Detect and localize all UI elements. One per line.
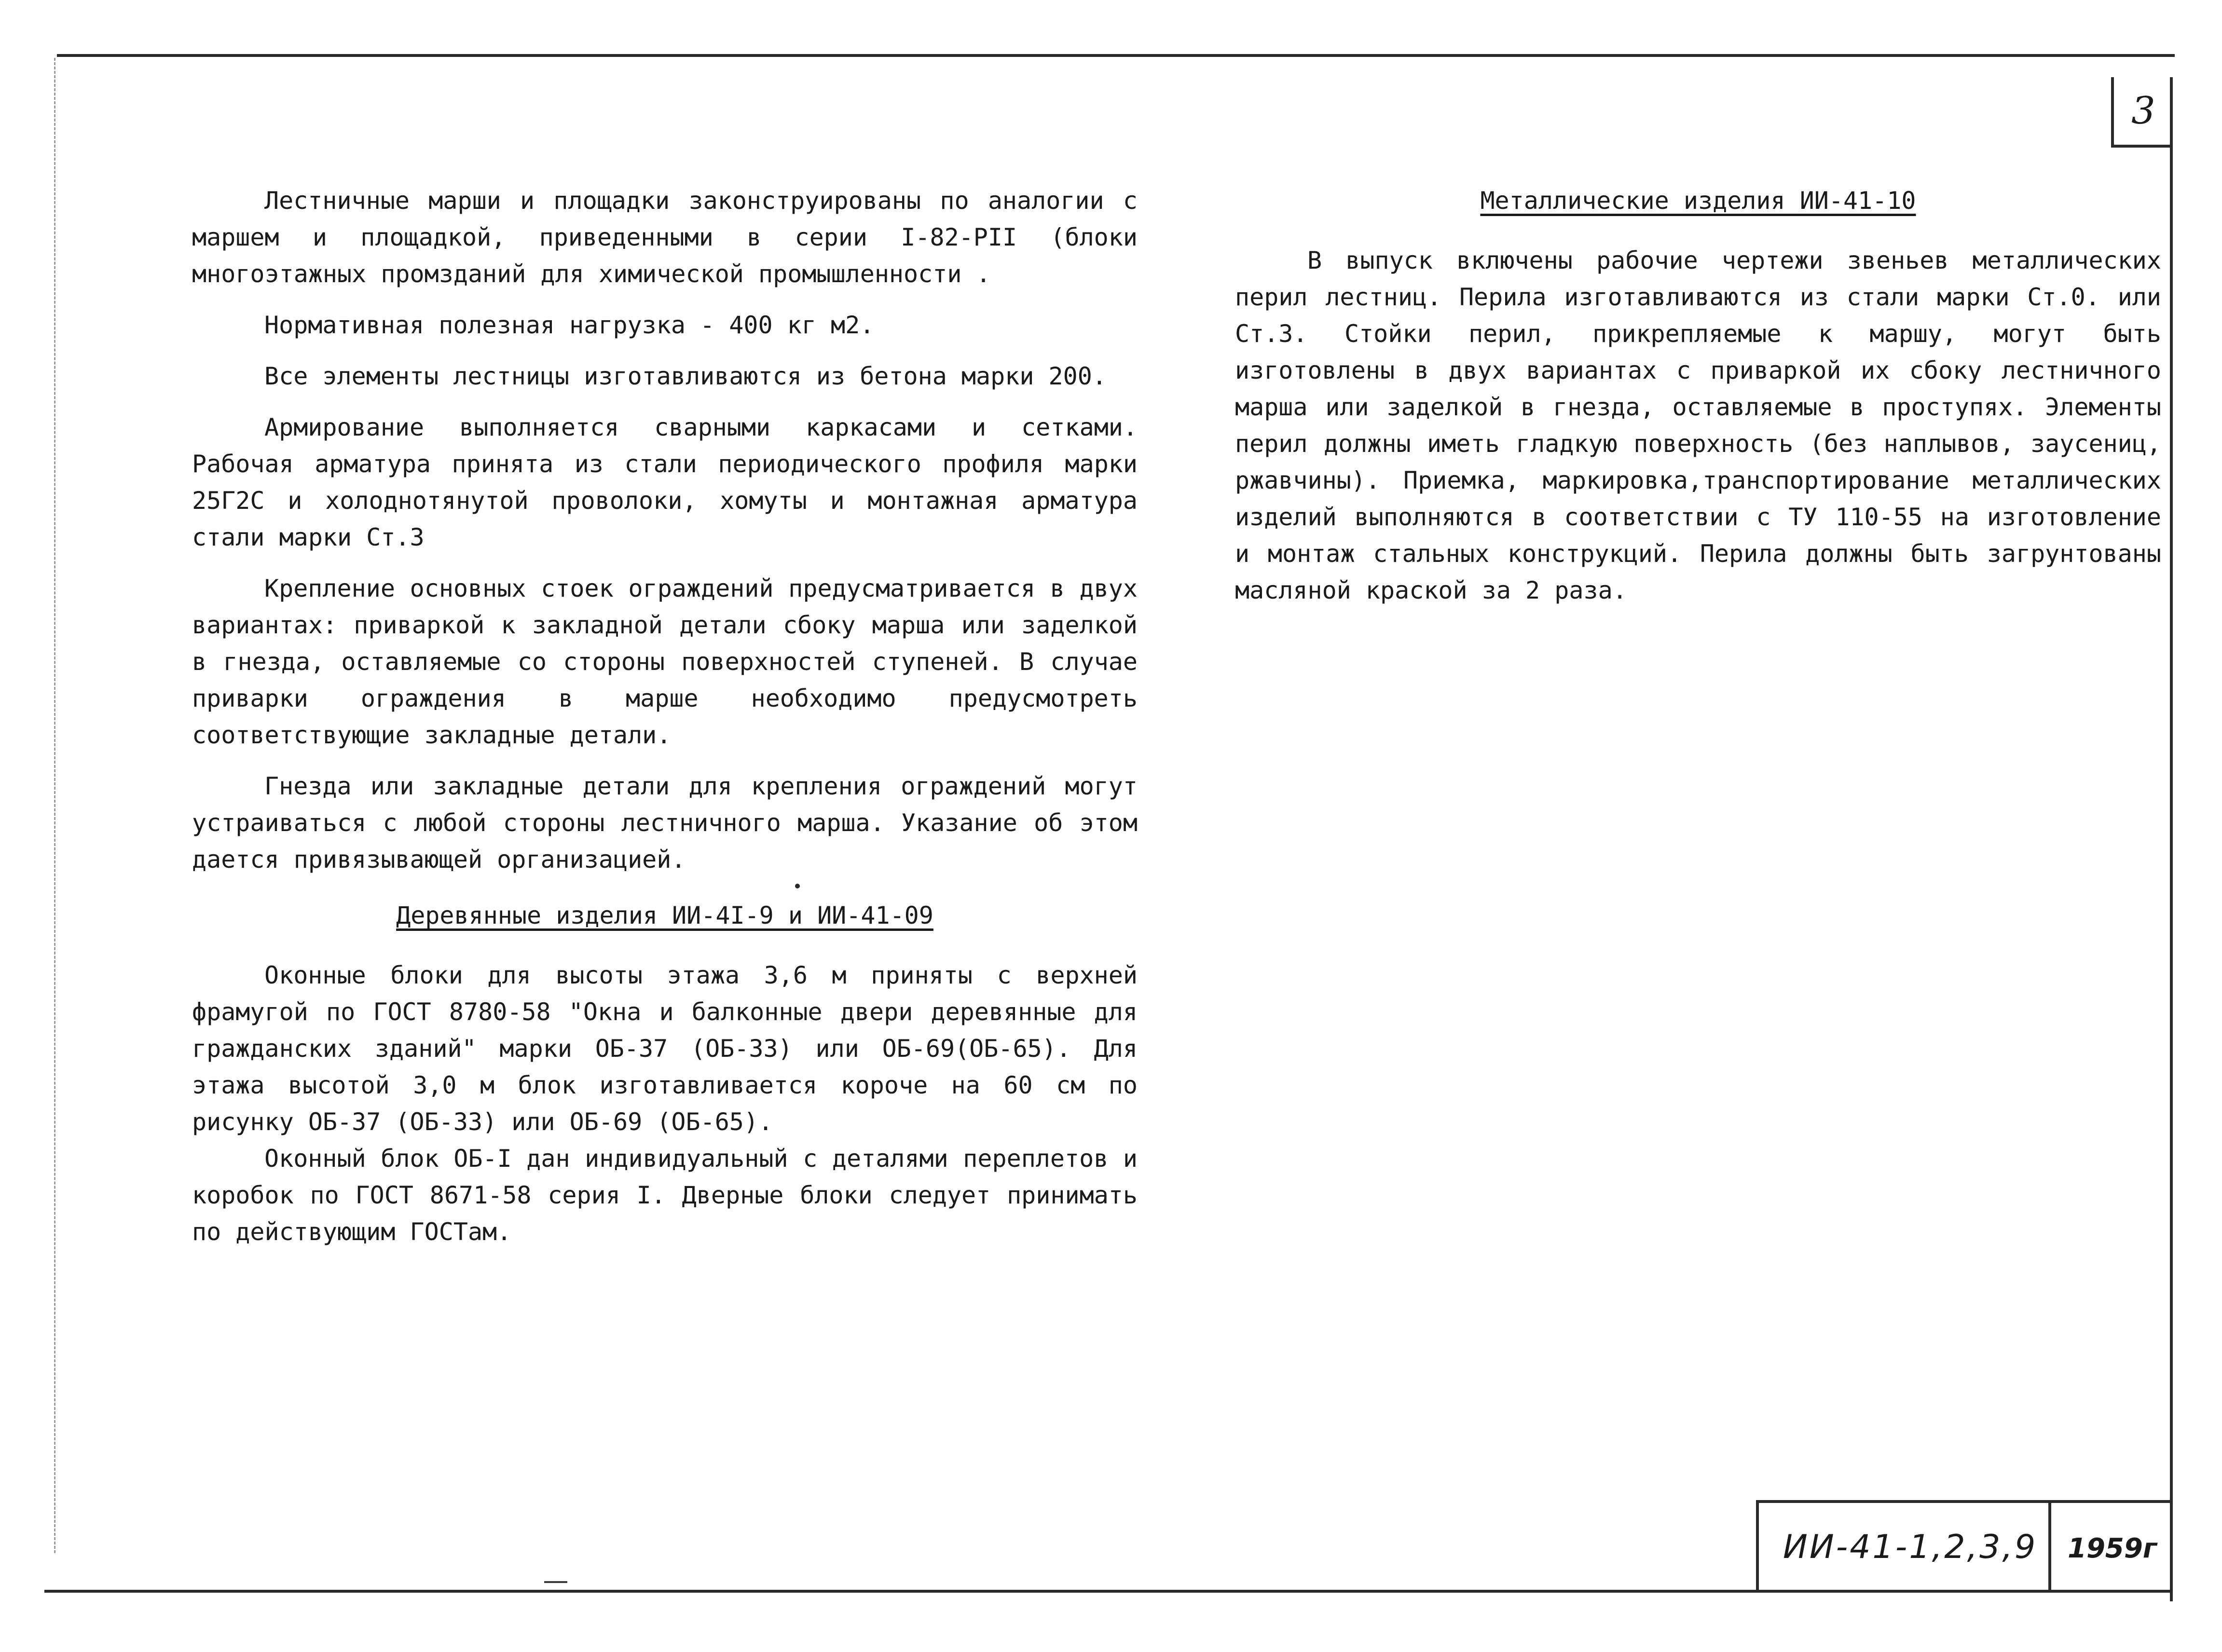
paragraph: В выпуск включены рабочие чертежи звеньев металлических перил лестниц. Перила изготавливаются из стали марки Ст.0. или Ст.3. Стойки перил, прикрепляемые к маршу, могут быть изготовлены в двух вариантах с приваркой их сбоку лестничного марша или заделкой в гнезда, оставляемые в проступях. Элементы перил должны иметь гладкую поверхность (без наплывов, заусениц, ржавчины). Приемка, маркировка,транспортирование металлических изделий выполняются в соответствии с ТУ 110-55 на изготовление и монтаж стальных конструкций. Перила должны быть загрунтованы масляной краской за 2 раза. [1235, 246, 2161, 604]
frame-right-line [2170, 77, 2173, 1601]
section-heading-wood: Деревянные изделия ИИ-4I-9 и ИИ-41-09 [396, 901, 933, 929]
title-stamp [1756, 1500, 2173, 1593]
paragraph: Гнезда или закладные детали для крепления ограждений могут устраиваться с любой стороны лестничного марша. Указание об этом дается привязывающей организацией. [192, 772, 1138, 874]
frame-top-line [57, 54, 2175, 57]
paragraph: Армирование выполняется сварными каркасами и сетками. Рабочая арматура принята из стали периодического профиля марки 25Г2С и холоднотянутой проволоки, хомуты и монтажная арматура стали марки Ст.3 [192, 413, 1138, 551]
page-number-box [2111, 77, 2173, 148]
paragraph: Оконный блок ОБ-I дан индивидуальный с деталями переплетов и коробок по ГОСТ 8671-58 серия I. Дверные блоки следует принимать по действующим ГОСТам. [192, 1145, 1138, 1246]
paragraph: Нормативная полезная нагрузка - 400 кг м2. [264, 311, 875, 339]
paragraph: Лестничные марши и площадки законструированы по аналогии с маршем и площадкой, приведенными в серии I-82-PII (блоки многоэтажных промзданий для химической промышленности . [192, 187, 1138, 288]
paragraph: Крепление основных стоек ограждений предусматривается в двух вариантах: приваркой к закладной детали сбоку марша или заделкой в гнезда, оставляемые со стороны поверхностей ступеней. В случае приварки ограждения в марше необходимо предусмотреть соответствующие закладные детали. [192, 574, 1138, 749]
ink-dot [795, 884, 800, 888]
page-number: 3 [2131, 89, 2155, 133]
paragraph: Все элементы лестницы изготавливаются из бетона марки 200. [264, 362, 1107, 390]
stamp-code: ИИ-41-1,2,3,9 [1783, 1528, 2038, 1566]
paragraph: Оконные блоки для высоты этажа 3,6 м приняты с верхней фрамугой по ГОСТ 8780-58 "Окна и балконные двери деревянные для гражданских зданий" марки ОБ-37 (ОБ-33) или ОБ-69(ОБ-65). Для этажа высотой 3,0 м блок изготавливается короче на 60 см по рисунку ОБ-37 (ОБ-33) или ОБ-69 (ОБ-65). [192, 961, 1138, 1136]
left-column [192, 182, 1138, 1265]
stamp-divider [2048, 1503, 2051, 1593]
stamp-year: 1959г [2068, 1533, 2157, 1564]
ink-dash [544, 1581, 567, 1583]
right-column [1235, 182, 2161, 623]
frame-left-line [54, 58, 55, 1553]
section-heading-metal: Металлические изделия ИИ-41-10 [1480, 187, 1916, 215]
